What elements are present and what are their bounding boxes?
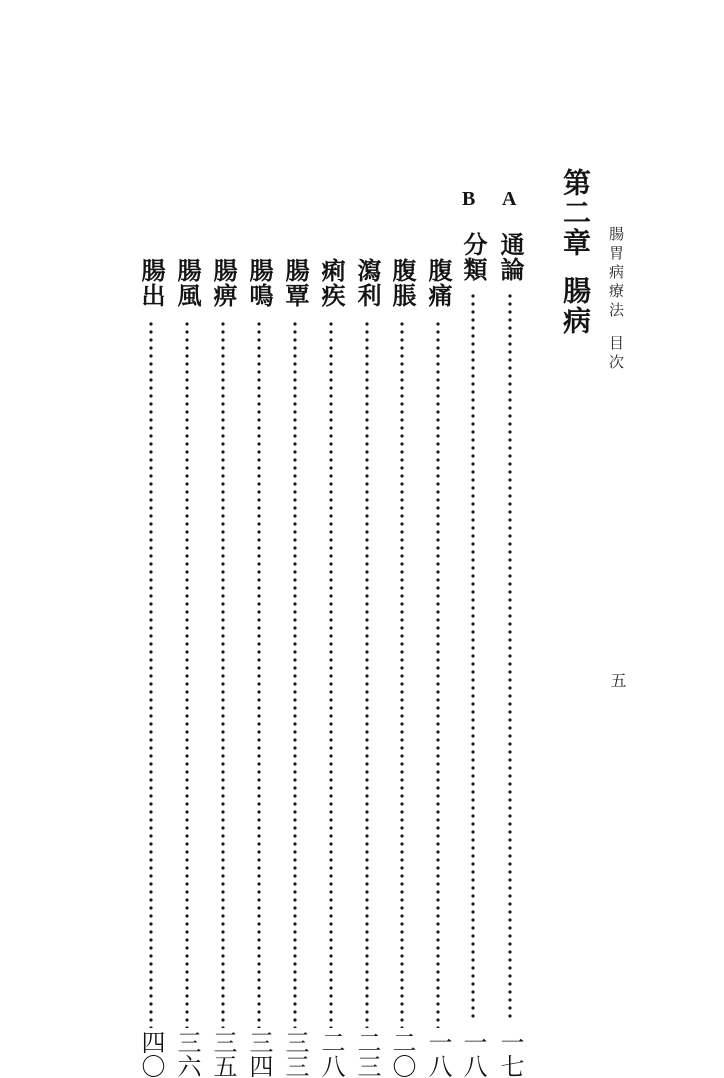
toc-entry-page: 四〇 — [137, 1030, 165, 1078]
section-letter-b: B — [462, 188, 476, 210]
dot-leader — [185, 320, 189, 1028]
dot-leader — [293, 320, 297, 1028]
toc-entry-label: 瀉利 — [353, 258, 382, 308]
dot-leader — [365, 320, 369, 1028]
running-head-title: 腸胃病療法 — [607, 226, 625, 321]
toc-entry-page: 二八 — [317, 1030, 345, 1078]
toc-entry-label: 痢疾 — [317, 258, 346, 308]
chapter-number: 第二章 — [559, 168, 592, 258]
toc-entry-page: 一七 — [496, 1030, 524, 1078]
dot-leader — [471, 292, 475, 1022]
toc-entry-page: 二三 — [353, 1030, 381, 1078]
dot-leader — [436, 320, 440, 1028]
toc-entry — [424, 258, 453, 1078]
running-head-section: 目次 — [607, 335, 625, 373]
chapter-heading — [555, 168, 595, 336]
toc-entry — [245, 258, 274, 1078]
toc-entry-page: 三四 — [245, 1030, 273, 1078]
dot-leader — [221, 320, 225, 1028]
folio: 五 — [608, 672, 627, 688]
toc-entry-page: 三三 — [281, 1030, 309, 1078]
toc-entry — [353, 258, 382, 1078]
toc-entry-page: 三六 — [173, 1030, 201, 1078]
toc-entry-label: 腹脹 — [388, 258, 417, 308]
toc-entry-label: 腹痛 — [424, 258, 453, 308]
toc-entry-label: 腸覃 — [281, 258, 310, 308]
toc-entry — [281, 258, 310, 1078]
toc-entry-label: 分類 — [459, 232, 488, 282]
toc-entry — [459, 232, 488, 1078]
toc-entry-label: 腸風 — [173, 258, 202, 308]
section-letter-a: A — [502, 188, 517, 210]
dot-leader — [257, 320, 261, 1028]
toc-entry — [388, 258, 417, 1078]
toc-entry-page: 二〇 — [388, 1030, 416, 1078]
dot-leader — [508, 292, 512, 1022]
toc-entry-label: 腸出 — [137, 258, 166, 308]
toc-entry-label: 通論 — [496, 232, 525, 282]
toc-entry-page: 一八 — [424, 1030, 452, 1078]
toc-entry — [137, 258, 166, 1078]
dot-leader — [149, 320, 153, 1028]
chapter-title: 腸病 — [559, 276, 592, 336]
dot-leader — [400, 320, 404, 1028]
toc-entry-page: 三五 — [209, 1030, 237, 1078]
toc-entry — [173, 258, 202, 1078]
toc-entry — [209, 258, 238, 1078]
running-head — [606, 226, 627, 373]
toc-entry-label: 腸痹 — [209, 258, 238, 308]
toc-entry — [317, 258, 346, 1078]
toc-entry — [496, 232, 525, 1078]
toc-entry-page: 一八 — [459, 1030, 487, 1078]
toc-entry-label: 腸鳴 — [245, 258, 274, 308]
dot-leader — [329, 320, 333, 1028]
